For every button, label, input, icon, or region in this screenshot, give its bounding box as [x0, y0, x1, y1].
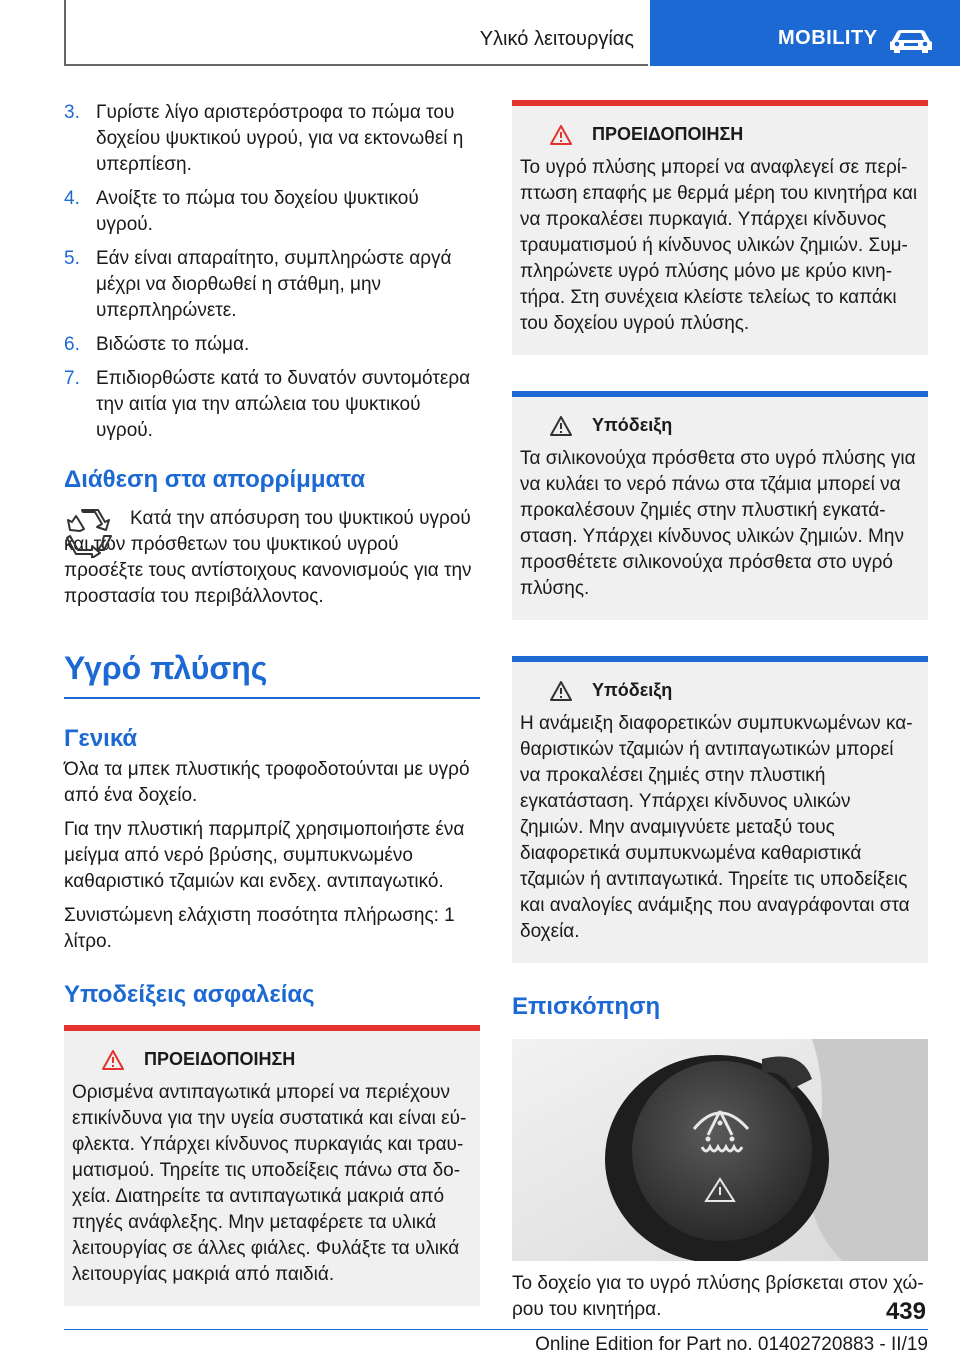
warning-header — [550, 124, 918, 145]
note-box — [512, 656, 928, 963]
steps-list — [64, 100, 480, 444]
heading-rule — [64, 697, 480, 699]
header-bottom-rule — [64, 64, 648, 66]
warning-box — [512, 100, 928, 355]
header-chapter-tab — [650, 0, 960, 66]
step-text: Ανοίξτε το πώμα του δοχείου ψυκτικού υγρού. — [96, 188, 419, 235]
header-left-rule — [64, 0, 66, 66]
reservoir-cap-illustration — [512, 1039, 928, 1261]
list-item — [64, 246, 480, 324]
warning-title: ΠΡΟΕΙΔΟΠΟΙΗΣΗ — [144, 1049, 296, 1069]
list-item — [64, 332, 480, 358]
warning-box — [64, 1025, 480, 1306]
washer-fluid-heading: Υγρό πλύσης — [64, 650, 268, 686]
disposal-text: Κατά την απόσυρση του ψυκτικού υγρού και των πρόσθετων του ψυκτικού υγρού προσέξτε τους αντίστοιχους κανονισμούς για την προστασία του περιβάλλοντος. — [64, 508, 472, 607]
step-text: Επιδιορθώστε κατά το δυνατόν συντομότερα την αιτία για την απώλεια του ψυκτικού υγρού. — [96, 368, 471, 441]
footer-rule — [64, 1329, 864, 1330]
note-header — [550, 680, 918, 701]
general-paragraph-3: Συνιστώμενη ελάχιστη ποσότητα πλήρωσης: 1 λίτρο. — [64, 905, 455, 952]
overview-heading: Επισκόπηση — [512, 993, 661, 1020]
edition-footer: Online Edition for Part no. 01402720883 - II/19 — [535, 1334, 928, 1355]
note-text: Τα σιλικονούχα πρόσθετα στο υγρό πλύσης για να κυλάει το νερό πάνω στα τζάμια μπορεί να προκαλέσουν ζημιές στην πλυστική εγκατάσταση. Υπάρχει κίνδυνος υλικών ζημιών. Μην προσθέτετε σιλικονούχα πρόσθετα στο υγρό πλύσης. — [520, 448, 916, 599]
note-title: Υπόδειξη — [592, 680, 673, 700]
step-text: Γυρίστε λίγο αριστερόστροφα το πώμα του δοχείου ψυκτικού υγρού, για να εκτονωθεί η υπερπίεση. — [96, 102, 464, 175]
header-chapter-label: MOBILITY — [778, 27, 878, 49]
warning-text: Το υγρό πλύσης μπορεί να αναφλεγεί σε περίπτωση επαφής με θερμά μέρη του κινητήρα και να προκαλέσει πυρκαγιά. Υπάρχει κίνδυνος τραυματισμού ή κίνδυνος υλικών ζημιών. Συμπληρώνετε υγρό πλύσης μόνο με κρύο κινητήρα. Στη συνέχεια κλείστε τελείως το καπάκι του δοχείου υγρού πλύσης. — [520, 157, 918, 334]
warning-text: Ορισμένα αντιπαγωτικά μπορεί να περιέχουν επικίνδυνα για την υγεία συστατικά και είναι εύφλεκτα. Υπάρχει κίνδυνος πυρκαγιάς και τραυματισμού. Τηρείτε τις υποδείξεις πάνω στα δοχεία. Διατηρείτε τα αντιπαγωτικά μακριά από πηγές ανάφλεξης. Μην μεταφέρετε τα υλικά λειτουργίας σε άλλες φιάλες. Φυλάξτε τα υλικά λειτουργίας μακριά από παιδιά. — [72, 1082, 467, 1285]
warning-triangle-icon — [550, 416, 572, 436]
car-icon — [888, 28, 934, 54]
photo-caption: Το δοχείο για το υγρό πλύσης βρίσκεται στον χώρου του κινητήρα. — [512, 1273, 924, 1320]
step-text: Εάν είναι απαραίτητο, συμπληρώστε αργά μέχρι να διορθωθεί η στάθμη, μην υπερπληρώνετε. — [96, 248, 452, 321]
warning-header — [102, 1049, 470, 1070]
step-number: 4. — [64, 188, 80, 209]
general-paragraph-2: Για την πλυστική παρμπρίζ χρησιμοποιήστε ένα μείγμα από νερό βρύσης, συμπυκνωμένο καθαριστικό τζαμιών και ενδεχ. αντιπαγωτικό. — [64, 819, 465, 892]
note-text: Η ανάμειξη διαφορετικών συμπυκνωμένων καθαριστικών τζαμιών ή αντιπαγωτικών μπορεί να προκαλέσει ζημιές στην πλυστική εγκατάσταση. Υπάρχει κίνδυνος υλικών ζημιών. Μην αναμιγνύετε μεταξύ τους διαφορετικά συμπυκνωμένα καθαριστικά τζαμιών ή αντιπαγωτικά. Τηρείτε τις υποδείξεις και αναλογίες ανάμιξης που αναγράφονται στα δοχεία. — [520, 713, 913, 942]
list-item — [64, 186, 480, 238]
warning-title: ΠΡΟΕΙΔΟΠΟΙΗΣΗ — [592, 124, 744, 144]
general-heading: Γενικά — [64, 725, 138, 752]
left-column — [64, 100, 480, 1306]
note-title: Υπόδειξη — [592, 415, 673, 435]
step-number: 5. — [64, 248, 80, 269]
right-column — [512, 100, 928, 1323]
note-box — [512, 391, 928, 620]
washer-reservoir-photo — [512, 1039, 928, 1261]
warning-triangle-icon — [550, 681, 572, 701]
list-item — [64, 100, 480, 178]
safety-heading: Υποδείξεις ασφαλείας — [64, 981, 315, 1008]
step-number: 3. — [64, 102, 80, 123]
page-number: 439 — [885, 1298, 926, 1325]
step-number: 7. — [64, 368, 80, 389]
warning-triangle-icon — [550, 125, 572, 145]
note-header — [550, 415, 918, 436]
header-section-title: Υλικό λειτουργίας — [479, 28, 634, 50]
footer-rule-end — [864, 1329, 928, 1330]
step-number: 6. — [64, 334, 80, 355]
page-header — [0, 0, 960, 66]
recycle-icon — [64, 506, 114, 558]
disposal-heading: Διάθεση στα απορρίμματα — [64, 466, 366, 493]
list-item — [64, 366, 480, 444]
disposal-block — [64, 506, 480, 610]
warning-triangle-icon — [102, 1050, 124, 1070]
general-paragraph-1: Όλα τα μπεκ πλυστικής τροφοδοτούνται με υγρό από ένα δοχείο. — [64, 759, 470, 806]
step-text: Βιδώστε το πώμα. — [96, 334, 250, 355]
